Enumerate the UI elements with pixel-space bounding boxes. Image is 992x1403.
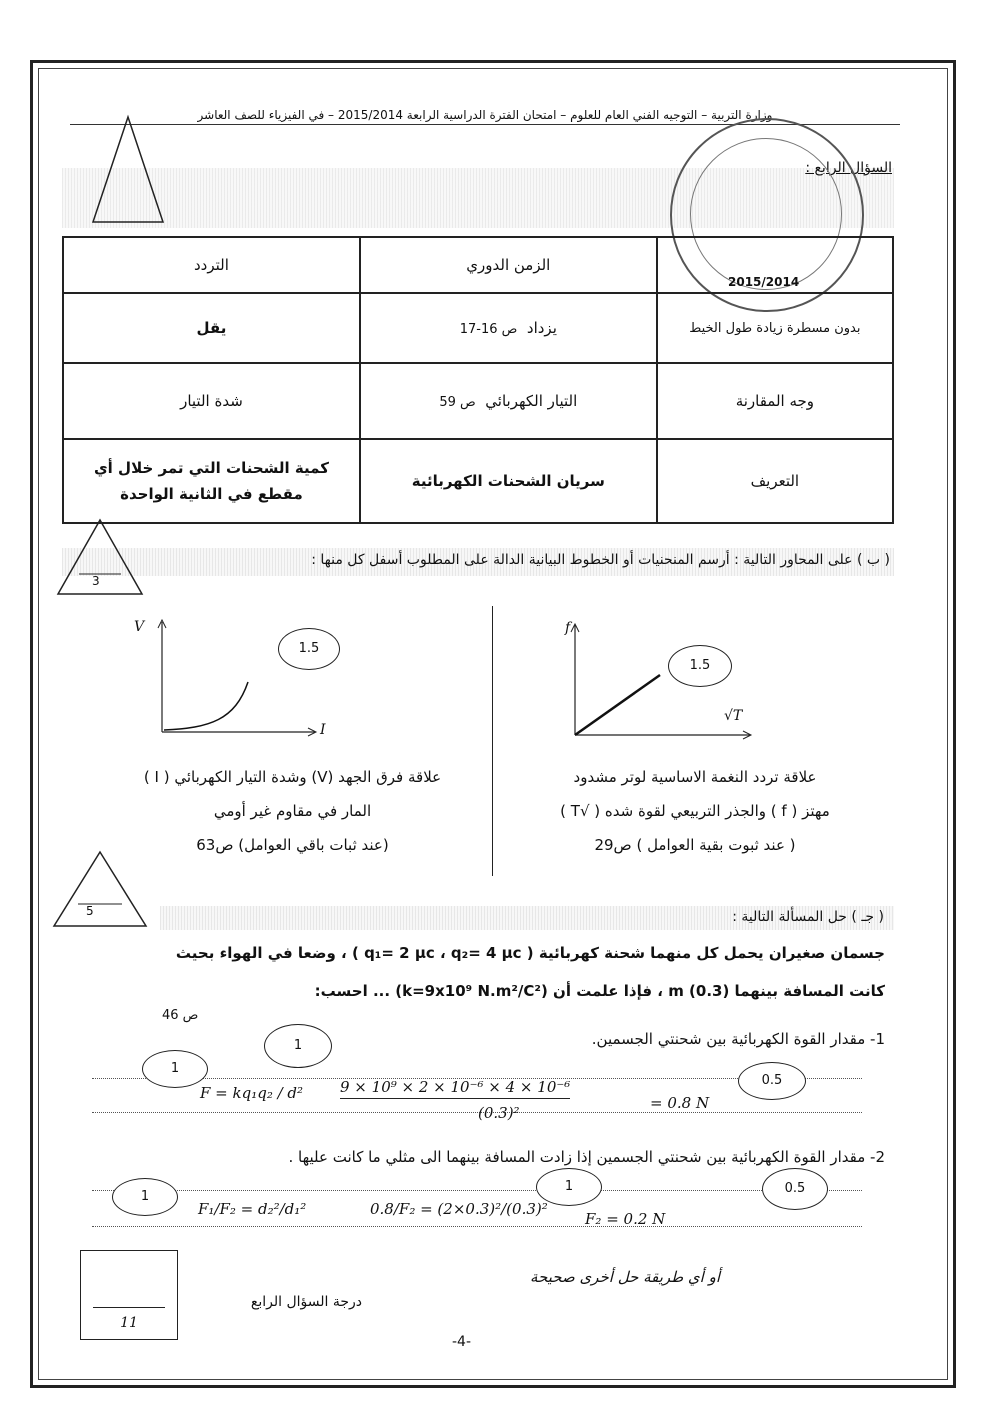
problem-line-1: جسمان صغيران يحمل كل منهما شحنة كهربائية ( q₁= 2 μc ، q₂= 4 μc ) ، وضعا في الهواء بحيث	[175, 944, 885, 962]
answer-line	[92, 1226, 862, 1227]
score-bubble: 1.5	[668, 645, 732, 687]
total-score: 11	[120, 1315, 138, 1331]
equation-1-numerator: 9 × 10⁹ × 2 × 10⁻⁶ × 4 × 10⁻⁶	[340, 1078, 570, 1099]
section-c-score: 5	[86, 904, 94, 918]
caption-line: ( عند ثبوت بقية العوامل ) ص29	[594, 836, 796, 854]
score-triangle-top	[88, 112, 168, 232]
caption-line: علاقة فرق الجهد (V) وشدة التيار الكهربائي ( I )	[143, 768, 442, 786]
graph-f-y-label: f	[565, 620, 571, 636]
answer-line	[92, 1190, 862, 1191]
score-triangle-c	[50, 848, 150, 930]
graph-f-caption	[505, 760, 885, 862]
table-row	[63, 293, 893, 363]
total-score-box	[80, 1250, 178, 1340]
problem-line-2: كانت المسافة بينهما (0.3) m ، فإذا علمت أن (k=9x10⁹ N.m²/C²) ... احسب:	[314, 982, 885, 1000]
score-bubble: 1	[112, 1178, 178, 1216]
score-triangle-b	[55, 516, 145, 598]
equation-2-result: F₂ = 0.2 N	[585, 1210, 666, 1228]
graph-v-i-x-label: I	[320, 722, 326, 738]
score-bubble: 1	[142, 1050, 208, 1088]
page-ref: ص 59	[439, 395, 476, 410]
caption-line: (عند ثبات باقي العوامل) ص63	[196, 836, 389, 854]
equation-1-result: = 0.8 N	[650, 1094, 710, 1112]
table-row	[63, 439, 893, 523]
score-divider	[93, 1307, 165, 1308]
graph-v-i-caption	[95, 760, 490, 862]
graph-f-x-label: √T	[724, 708, 743, 724]
stamp-year: 2015/2014	[728, 275, 800, 289]
score-bubble: 0.5	[738, 1062, 806, 1100]
cell-value: يزداد	[526, 319, 557, 337]
score-bubble: 0.5	[762, 1168, 828, 1210]
section-b-score: 3	[92, 574, 100, 588]
graph-v-i-y-label: V	[134, 619, 145, 635]
graph-divider	[492, 606, 493, 876]
comparison-table	[62, 236, 894, 524]
table-cell: وجه المقارنة	[657, 363, 893, 439]
equation-2-lhs: F₁/F₂ = d₂²/d₁²	[198, 1200, 307, 1218]
table-cell: شدة التيار	[63, 363, 360, 439]
caption-line: المار في مقاوم غير أومي	[213, 802, 372, 820]
score-bubble: 1.5	[278, 628, 340, 670]
page-ref: ص 16-17	[459, 322, 518, 337]
table-cell	[657, 237, 893, 293]
table-row	[63, 363, 893, 439]
question-1: 1- مقدار القوة الكهربائية بين شحنتي الجسمين.	[591, 1030, 885, 1048]
cell-value: التيار الكهربائي	[485, 392, 578, 410]
total-score-label: درجة السؤال الرابع	[250, 1294, 362, 1310]
table-cell: كمية الشحنات التي تمر خلال أي مقطع في الثانية الواحدة	[63, 439, 360, 523]
table-cell: التعريف	[657, 439, 893, 523]
graph-f-sqrtT	[550, 620, 780, 750]
equation-1-lhs: F = kq₁q₂ / d²	[200, 1084, 304, 1102]
caption-line: مهتز ( f ) والجذر التربيعي لقوة شده ( √T )	[560, 802, 830, 820]
ministry-header: وزارة التربية – التوجيه الفني العام للعلوم – امتحان الفترة الدراسية الرابعة 2015/2014 – في الفيزياء للصف العاشر	[70, 108, 900, 125]
score-bubble: 1	[536, 1168, 602, 1206]
question-title: السؤال الرابع :	[805, 160, 892, 176]
question-2: 2- مقدار القوة الكهربائية بين شحنتي الجسمين إذا زادت المسافة بينهما الى مثلي ما كانت عليها .	[288, 1148, 885, 1166]
table-cell: الزمن الدوري	[360, 237, 657, 293]
table-cell	[360, 363, 657, 439]
page-ref: ص 46	[162, 1008, 199, 1023]
score-bubble: 1	[264, 1024, 332, 1068]
table-cell	[360, 293, 657, 363]
caption-line: علاقة تردد النغمة الاساسية لوتر مشدود	[573, 768, 817, 786]
table-cell: بدون مسطرة زيادة طول الخيط	[657, 293, 893, 363]
answer-line	[92, 1112, 862, 1113]
table-row	[63, 237, 893, 293]
equation-2-mid: 0.8/F₂ = (2×0.3)²/(0.3)²	[370, 1200, 548, 1218]
alternative-method-note: أو أي طريقة حل أخرى صحيحة	[530, 1268, 720, 1286]
section-c-title: ( جـ ) حل المسألة التالية :	[732, 909, 884, 925]
equation-1-denominator: (0.3)²	[478, 1104, 520, 1122]
table-cell: يقل	[63, 293, 360, 363]
table-cell: سريان الشحنات الكهربائية	[360, 439, 657, 523]
page-number: -4-	[452, 1334, 472, 1350]
table-cell: التردد	[63, 237, 360, 293]
section-b-title: ( ب ) على المحاور التالية : أرسم المنحنيات أو الخطوط البيانية الدالة على المطلوب أسفل كل منها :	[311, 552, 890, 568]
